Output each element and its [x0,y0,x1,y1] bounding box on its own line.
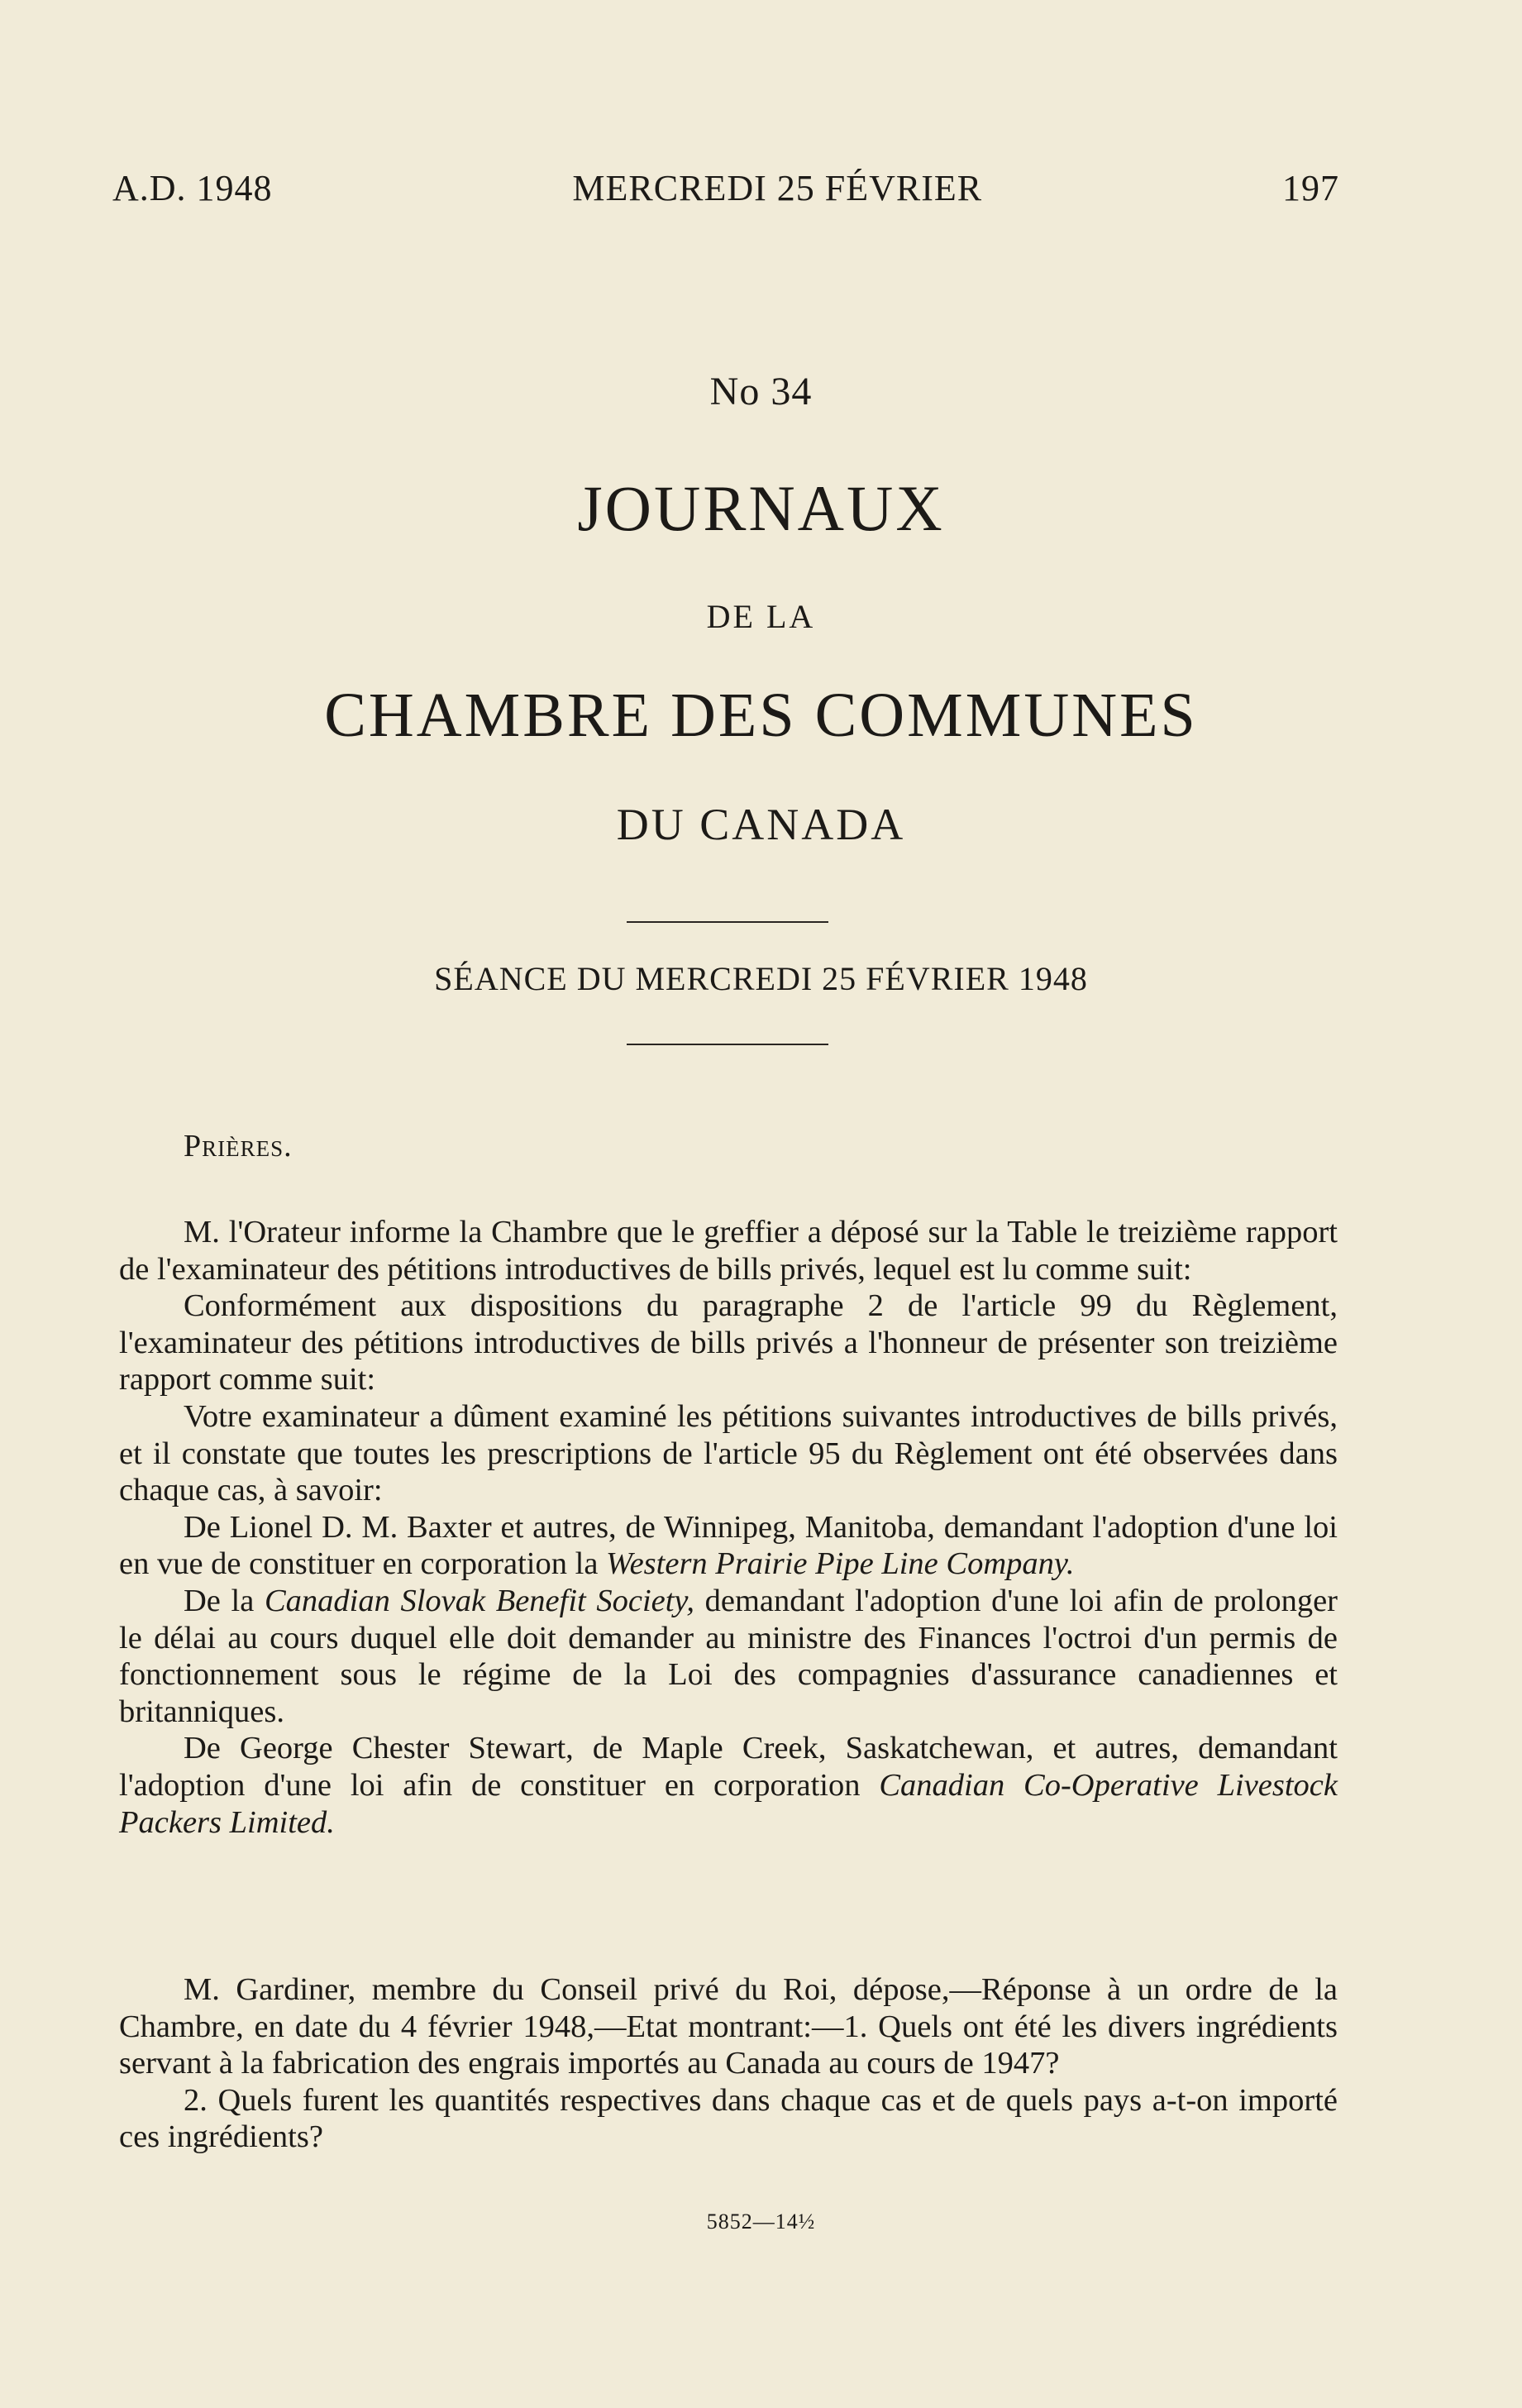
petition-slovak-text: demandant l'adoption d'une loi afin de prolonger le délai au cours duquel elle doit demander au ministre des Finances l'octroi d'un permis de fonctionnement sous le régime de la Loi des compagnies d'assurance canadiennes et britanniques. [119,1583,1338,1729]
petition-stewart-text: De George Chester Stewart, de Maple Creek, Saskatchewan, et autres, demandant l'adoption d'une loi afin de constituer en corporation [119,1731,1338,1803]
petitions-report-section [119,1214,1338,1841]
country-title: DU CANADA [616,800,906,849]
paragraph-petition-baxter [119,1509,1338,1583]
running-head [112,167,1339,209]
petition-stewart-company: Canadian Co-Operative Livestock Packers Limited. [119,1767,1338,1840]
header-page-number: 197 [1281,168,1339,208]
prayers-heading: Prières. [184,1129,293,1163]
issue-number: No 34 [709,370,813,413]
sitting-date: SÉANCE DU MERCREDI 25 FÉVRIER 1948 [434,960,1088,997]
paragraph-petition-slovak [119,1583,1338,1730]
return-section [119,1971,1338,2156]
petition-slovak-lead: De la [184,1583,265,1618]
header-date: MERCREDI 25 FÉVRIER [572,168,983,208]
divider-rule-top [627,921,828,923]
title-de-la: DE LA [706,598,816,635]
paragraph-report-intro: Conformément aux dispositions du paragraphe 2 de l'article 99 du Règlement, l'examinateur des pétitions introductives de bills privés a l'honneur de présenter son treizième rapport comme suit: [119,1288,1338,1398]
paragraph-examiner-findings: Votre examinateur a dûment examiné les pétitions suivantes introductives de bills privés, et il constate que toutes les prescriptions de l'article 95 du Règlement ont été observées dans chaque cas, à savoir: [119,1398,1338,1508]
header-year: A.D. 1948 [112,168,273,208]
paragraph-speaker-report: M. l'Orateur informe la Chambre que le greffier a déposé sur la Table le treizième rapport de l'examinateur des pétitions introductives de bills privés, lequel est lu comme suit: [119,1215,1338,1287]
divider-rule-bottom [627,1044,828,1045]
petition-baxter-text: De Lionel D. M. Baxter et autres, de Winnipeg, Manitoba, demandant l'adoption d'une loi en vue de constituer en corporation la [119,1509,1338,1582]
journal-title: JOURNAUX [577,472,945,544]
paragraph-question-2: 2. Quels furent les quantités respectives dans chaque cas et de quels pays a-t-on importé ces ingrédients? [119,2082,1338,2155]
chamber-title: CHAMBRE DES COMMUNES [324,681,1198,750]
paragraph-gardiner-return: M. Gardiner, membre du Conseil privé du Roi, dépose,—Réponse à un ordre de la Chambre, en date du 4 février 1948,—Etat montrant:—1. Quels ont été les divers ingrédients servant à la fabrication des engrais importés au Canada au cours de 1947? [119,1972,1338,2081]
printer-mark: 5852—14½ [706,2210,816,2234]
petition-baxter-company: Western Prairie Pipe Line Company. [606,1546,1075,1582]
petition-slovak-society: Canadian Slovak Benefit Society, [264,1583,695,1618]
paragraph-petition-stewart [119,1730,1338,1841]
